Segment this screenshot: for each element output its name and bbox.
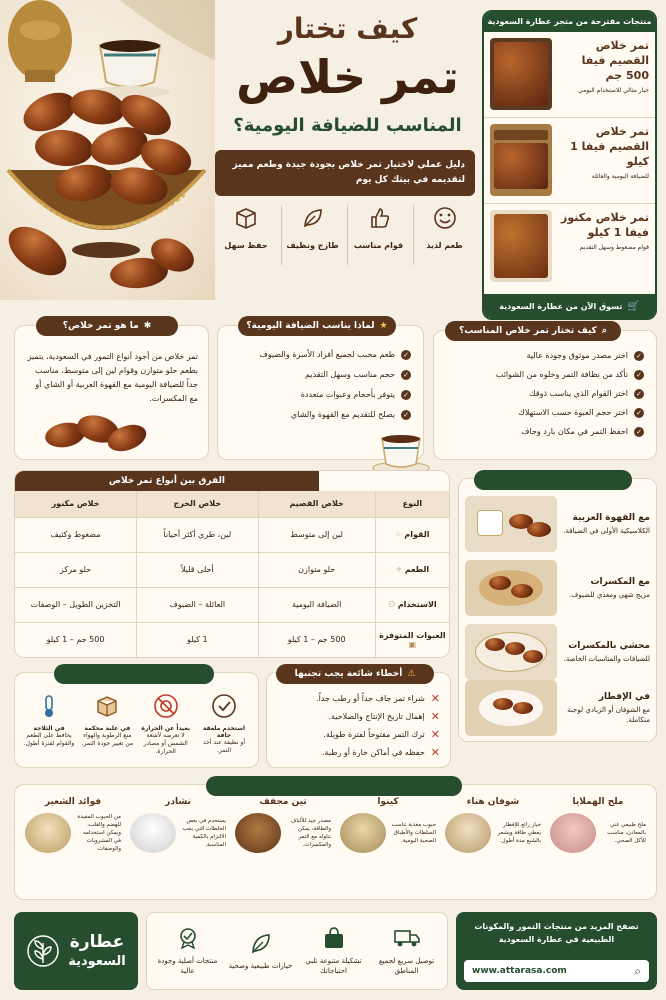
row-label: العبوات المتوفرة bbox=[379, 630, 446, 640]
mistake-item: ✕ شراء تمر جاف جداً أو رطب جداً. bbox=[316, 692, 440, 705]
nutrition-desc: ملح طبيعي غني بالمعادن، مناسب للأكل الصحي. bbox=[607, 822, 646, 844]
brand-logo[interactable] bbox=[14, 912, 138, 990]
footer-feature bbox=[300, 927, 368, 976]
nutrition-item[interactable] bbox=[128, 797, 228, 893]
product-card[interactable] bbox=[484, 204, 655, 290]
storage-title: في الثلاجة bbox=[33, 725, 65, 732]
nutrition-desc: مصدر جيد للألياف والطاقة، يمكن تناوله مع التمر والمكسرات. bbox=[290, 818, 331, 848]
storage-desc: لا تعرضه لأشعة الشمس أو مصادر الحرارة. bbox=[143, 732, 188, 755]
footer-cta bbox=[456, 912, 657, 990]
table-cell: 1 كيلو bbox=[137, 622, 259, 657]
serving-title: مع المكسرات bbox=[590, 576, 650, 587]
feature-texture bbox=[347, 205, 409, 265]
why-suits-header: ★ لماذا يناسب الضيافة اليومية؟ bbox=[238, 316, 396, 336]
product-desc: خيار مثالي للاستخدام اليومي bbox=[578, 87, 649, 94]
how-choose-item: ✓ تأكد من نظافة التمر وخلوه من الشوائب bbox=[446, 370, 644, 380]
warning-icon: ⚠ bbox=[407, 669, 416, 679]
mistakes-card bbox=[266, 672, 451, 768]
brand-name-line2: السعودية bbox=[68, 954, 126, 969]
storage-title: استخدم ملعقة جافة bbox=[202, 725, 246, 739]
storage-card bbox=[14, 672, 259, 768]
nutrition-desc: خيار رائع للإفطار يعطي طاقة ويشعر بالشبع مدة أطول. bbox=[497, 822, 541, 844]
table-row bbox=[15, 517, 449, 552]
nutrition-name[interactable]: تين مجفف bbox=[259, 797, 307, 807]
table-cell: مضغوط وكثيف bbox=[50, 530, 101, 539]
nutrition-desc: يستخدم في بعض الخلطات التي يجب الالتزام بالكمية المناسبة. bbox=[182, 818, 226, 848]
hero-title-line1: كيف تختار bbox=[277, 12, 418, 45]
why-suits-item: ✓ حجم مناسب وسهل التقديم bbox=[230, 370, 411, 380]
box-icon bbox=[94, 693, 120, 719]
product-card[interactable] bbox=[484, 32, 655, 118]
serving-item bbox=[465, 559, 650, 617]
badge-icon bbox=[176, 927, 200, 949]
serving-item bbox=[465, 623, 650, 681]
mistakes-list bbox=[277, 693, 440, 758]
barley-bowl-image bbox=[25, 813, 71, 853]
product-name[interactable]: تمر خلاص القصيم فيفا 500 جم bbox=[581, 39, 649, 82]
table-cell: الضيافة اليومية bbox=[258, 587, 375, 622]
table-header-row bbox=[15, 491, 449, 517]
suggested-header: منتجات مقترحة من متجر عطارة السعودية bbox=[484, 12, 655, 32]
feature-label: طعم لذيذ bbox=[426, 241, 463, 250]
serving-desc: للضيافات والمناسبات الخاصة. bbox=[563, 654, 650, 663]
nutrition-name[interactable]: ملح الهملايا bbox=[572, 797, 624, 807]
box-icon bbox=[233, 205, 259, 231]
hero-subtitle: دليل عملي لاختيار تمر خلاص بجودة جيدة وطعم مميز لتقديمه في بيتك كل يوم bbox=[232, 160, 465, 185]
row-label: الاستخدام bbox=[397, 600, 437, 609]
how-choose-item: ✓ اختر حجم العبوة حسب الاستهلاك bbox=[446, 408, 644, 418]
table-cell: 500 جم – 1 كيلو bbox=[258, 622, 375, 657]
mistake-item: ✕ إهمال تاريخ الإنتاج والصلاحية. bbox=[328, 710, 440, 723]
table-cell: 500 جم – 1 كيلو bbox=[46, 635, 105, 645]
storage-item bbox=[138, 693, 194, 761]
search-icon: ⌕ bbox=[601, 326, 607, 336]
mistakes-header: ⚠ أخطاء شائعة يجب تجنبها bbox=[276, 664, 434, 684]
search-icon[interactable]: ⌕ bbox=[634, 963, 641, 978]
table-header-cell: النوع bbox=[375, 491, 449, 517]
people-icon: ⚇ bbox=[388, 600, 396, 609]
brand-leaf-icon bbox=[26, 931, 60, 971]
table-cell: حلو متوازن bbox=[258, 552, 375, 587]
table-row bbox=[15, 622, 449, 657]
quinoa-bowl-image bbox=[340, 813, 386, 853]
footer-feature bbox=[227, 932, 295, 971]
nutrition-item[interactable] bbox=[233, 797, 333, 893]
table-cell: أحلى قليلاً bbox=[137, 552, 259, 587]
serving-item bbox=[465, 679, 650, 737]
why-suits-item: ✓ طعم محبب لجميع أفراد الأسرة والضيوف bbox=[230, 350, 411, 360]
storage-item bbox=[21, 693, 77, 761]
why-suits-item: ✓ يتوفر بأحجام وعبوات متعددة bbox=[230, 390, 411, 400]
sparkle-icon: ✧ bbox=[395, 565, 403, 574]
leaf-icon: ❦ bbox=[602, 475, 611, 485]
product-desc: للضيافة اليومية والعائلة bbox=[591, 173, 649, 180]
product-image-pouch bbox=[490, 38, 552, 110]
footer-feature bbox=[373, 927, 441, 976]
how-choose-item: ✓ اختر مصدر موثوق وجودة عالية bbox=[446, 351, 644, 361]
table-header-cell: خلاص القصيم bbox=[258, 491, 375, 517]
table-cell: العائلة – الضيوف bbox=[137, 587, 259, 622]
how-choose-header: ⌕ كيف تختار تمر خلاص المناسب؟ bbox=[445, 321, 621, 341]
thermometer-icon bbox=[36, 693, 62, 719]
what-is-card bbox=[14, 325, 209, 460]
serving-title: محشي بالمكسرات bbox=[568, 640, 650, 651]
serving-image-stuffed bbox=[465, 624, 557, 680]
nutrition-name[interactable]: كينوا bbox=[377, 797, 399, 807]
footer-feature-label: خيارات طبيعية وصحية bbox=[228, 961, 293, 970]
table-cell: لين إلى متوسط bbox=[258, 517, 375, 552]
footer-feature-label: منتجات أصلية وجودة عالية bbox=[157, 956, 218, 975]
how-choose-list bbox=[446, 351, 644, 437]
table-header-cell: خلاص الخرج bbox=[137, 491, 259, 517]
how-choose-card bbox=[433, 330, 657, 460]
nutrition-list bbox=[23, 797, 648, 893]
product-name[interactable]: تمر خلاص مكنوز فيفا 1 كيلو bbox=[560, 211, 649, 239]
nutrition-item[interactable] bbox=[443, 797, 543, 893]
what-is-header: ✱ ما هو تمر خلاص؟ bbox=[36, 316, 178, 336]
nutrition-header: منتجات غذائية ومكونات مرتبطة بأسلوب الحياة اليومية bbox=[206, 776, 462, 796]
storage-title: في علبة محكمة bbox=[84, 725, 131, 732]
product-desc: قوام مضغوط وسهل التقديم bbox=[579, 244, 649, 251]
dried-figs-image bbox=[235, 813, 281, 853]
mistake-item: ✕ ترك التمر مفتوحاً لفترة طويلة. bbox=[323, 728, 440, 741]
star-icon: ★ bbox=[379, 321, 388, 331]
serving-item bbox=[465, 495, 650, 553]
leaf-icon bbox=[249, 932, 273, 954]
feature-label: طازج ونظيف bbox=[286, 241, 339, 250]
table-row bbox=[15, 587, 449, 622]
serving-image-breakfast bbox=[465, 680, 557, 736]
website-url[interactable]: www.attarasa.com bbox=[472, 966, 567, 976]
suggested-products-panel bbox=[482, 10, 657, 320]
bag-icon bbox=[322, 927, 346, 949]
palm-icon: ✱ bbox=[143, 321, 152, 331]
serving-image-coffee bbox=[465, 496, 557, 552]
feature-tasty bbox=[413, 205, 475, 265]
leaf-icon bbox=[300, 205, 326, 231]
nutrition-desc: من الحبوب المفيدة للهضم والقلب، ويمكن استخدامه في المشروبات والوصفات. bbox=[77, 814, 121, 852]
shield-icon: ⛨ bbox=[183, 669, 191, 679]
nutrition-item[interactable] bbox=[23, 797, 123, 893]
footer-feature-label: تشكيلة متنوعة تلبي احتياجاتك bbox=[305, 956, 362, 975]
storage-desc: يحافظ على الطعم والقوام لفترة أطول. bbox=[23, 732, 75, 747]
serving-desc: الكلاسيكية الأولى في الضيافة. bbox=[563, 526, 650, 535]
storage-title: بعيداً عن الحرارة bbox=[141, 725, 191, 732]
nutrition-item[interactable] bbox=[338, 797, 438, 893]
storage-desc: أو نظيفة عند أخذ التمر. bbox=[202, 739, 245, 754]
serving-title: مع القهوة العربية bbox=[572, 512, 650, 523]
mistake-item: ✕ حفظه في أماكن حارة أو رطبة. bbox=[321, 746, 440, 759]
table-row bbox=[15, 552, 449, 587]
how-choose-item: ✓ اختر القوام الذي يناسب ذوقك bbox=[446, 389, 644, 399]
comparison-table bbox=[15, 491, 449, 657]
ammonia-bowl-image bbox=[130, 813, 176, 853]
truck-icon bbox=[393, 927, 421, 949]
storage-list bbox=[21, 693, 252, 761]
table-cell: التخزين الطويل – الوصفات bbox=[30, 600, 121, 609]
nutrition-name[interactable]: فوائد الشعير bbox=[44, 797, 102, 807]
table-header-cell: خلاص مكنوز bbox=[51, 499, 100, 509]
row-label: القوام bbox=[404, 530, 430, 539]
serving-title: في الإفطار bbox=[598, 691, 650, 702]
row-label: الطعم bbox=[404, 565, 430, 574]
shop-now-label: تسوق الآن من عطارة السعودية bbox=[499, 301, 623, 311]
thumbs-up-icon bbox=[366, 205, 392, 231]
cart-icon: 🛒 bbox=[627, 300, 640, 312]
hero-image bbox=[0, 0, 215, 300]
why-suits-list bbox=[230, 350, 411, 420]
feature-label: قوام مناسب bbox=[353, 241, 404, 250]
storage-desc: منع الرطوبة والهواء من تغيير جودة التمر. bbox=[81, 732, 134, 747]
texture-icon: ⁘ bbox=[395, 530, 402, 539]
product-image-box bbox=[490, 124, 552, 196]
table-cell: حلو مركز bbox=[59, 565, 92, 574]
product-name[interactable]: تمر خلاص القصيم فيفا 1 كيلو bbox=[570, 125, 649, 168]
serving-desc: مزيج شهي ومغذي للضيوف. bbox=[568, 590, 650, 599]
salt-bowl-image bbox=[550, 813, 596, 853]
footer-features bbox=[146, 912, 448, 990]
footer-feature bbox=[154, 927, 222, 976]
check-circle-icon bbox=[211, 693, 237, 719]
feature-label: حفظ سهل bbox=[224, 241, 268, 250]
nutrition-name[interactable]: نشادر bbox=[165, 797, 191, 807]
why-suits-item: ✓ يصلح للتقديم مع القهوة والشاي bbox=[230, 410, 411, 420]
serving-image-nuts bbox=[465, 560, 557, 616]
no-sun-icon bbox=[153, 693, 179, 719]
serving-desc: مع الشوفان أو الزبادي لوجبة متكاملة. bbox=[567, 705, 650, 724]
hero-title-line2: تمر خلاص bbox=[236, 50, 459, 104]
brand-name-line1: عطارة bbox=[69, 932, 125, 952]
storage-header: ⛨ نصائح لحفظ تمر خلاص bbox=[54, 664, 214, 684]
shop-now-button[interactable] bbox=[484, 294, 655, 318]
hero-features bbox=[215, 205, 475, 265]
storage-item bbox=[196, 693, 252, 761]
smile-icon bbox=[432, 205, 458, 231]
footer-cta-text: تصفح المزيد من منتجات التمور والمكونات الطبيعية في عطارة السعودية bbox=[474, 922, 639, 944]
nutrition-name[interactable]: شوفان هناء bbox=[466, 797, 520, 807]
feature-storage bbox=[215, 205, 277, 265]
feature-fresh bbox=[281, 205, 343, 265]
product-image-bag bbox=[490, 210, 552, 282]
url-search-box[interactable] bbox=[464, 960, 649, 982]
package-icon: ▣ bbox=[408, 639, 417, 649]
storage-item bbox=[79, 693, 135, 761]
comparison-header: الفرق بين أنواع تمر خلاص bbox=[15, 471, 319, 491]
nutrition-card bbox=[14, 784, 657, 900]
footer-feature-label: توصيل سريع لجميع المناطق bbox=[378, 956, 435, 975]
how-choose-item: ✓ احفظ التمر في مكان بارد وجاف bbox=[446, 427, 644, 437]
table-cell: لين، طري أكثر أحياناً bbox=[137, 517, 259, 552]
nutrition-item[interactable] bbox=[548, 797, 648, 893]
hero-title-line3: المناسب للضيافة اليومية؟ bbox=[233, 115, 462, 136]
what-is-text: تمر خلاص من أجود أنواع التمور في السعودية، يتميز بطعم حلو متوازن وقوام لين إلى متوسط، مناسب جداً للضيافة اليومية مع القهوة العربية أو الشاي أو مع المكسرات. bbox=[27, 352, 198, 403]
oats-bowl-image bbox=[445, 813, 491, 853]
serving-header: ❦ أفكار لتقديم تمر خلاص bbox=[474, 470, 632, 490]
hero-subtitle-box bbox=[215, 150, 475, 196]
product-card[interactable] bbox=[484, 118, 655, 204]
nutrition-desc: حبوب مغذية تناسب السلطات والأطباق الصحية اليومية. bbox=[391, 822, 436, 844]
comparison-card bbox=[14, 470, 450, 658]
serving-card bbox=[458, 478, 657, 742]
coffee-cup-illustration bbox=[370, 428, 432, 476]
